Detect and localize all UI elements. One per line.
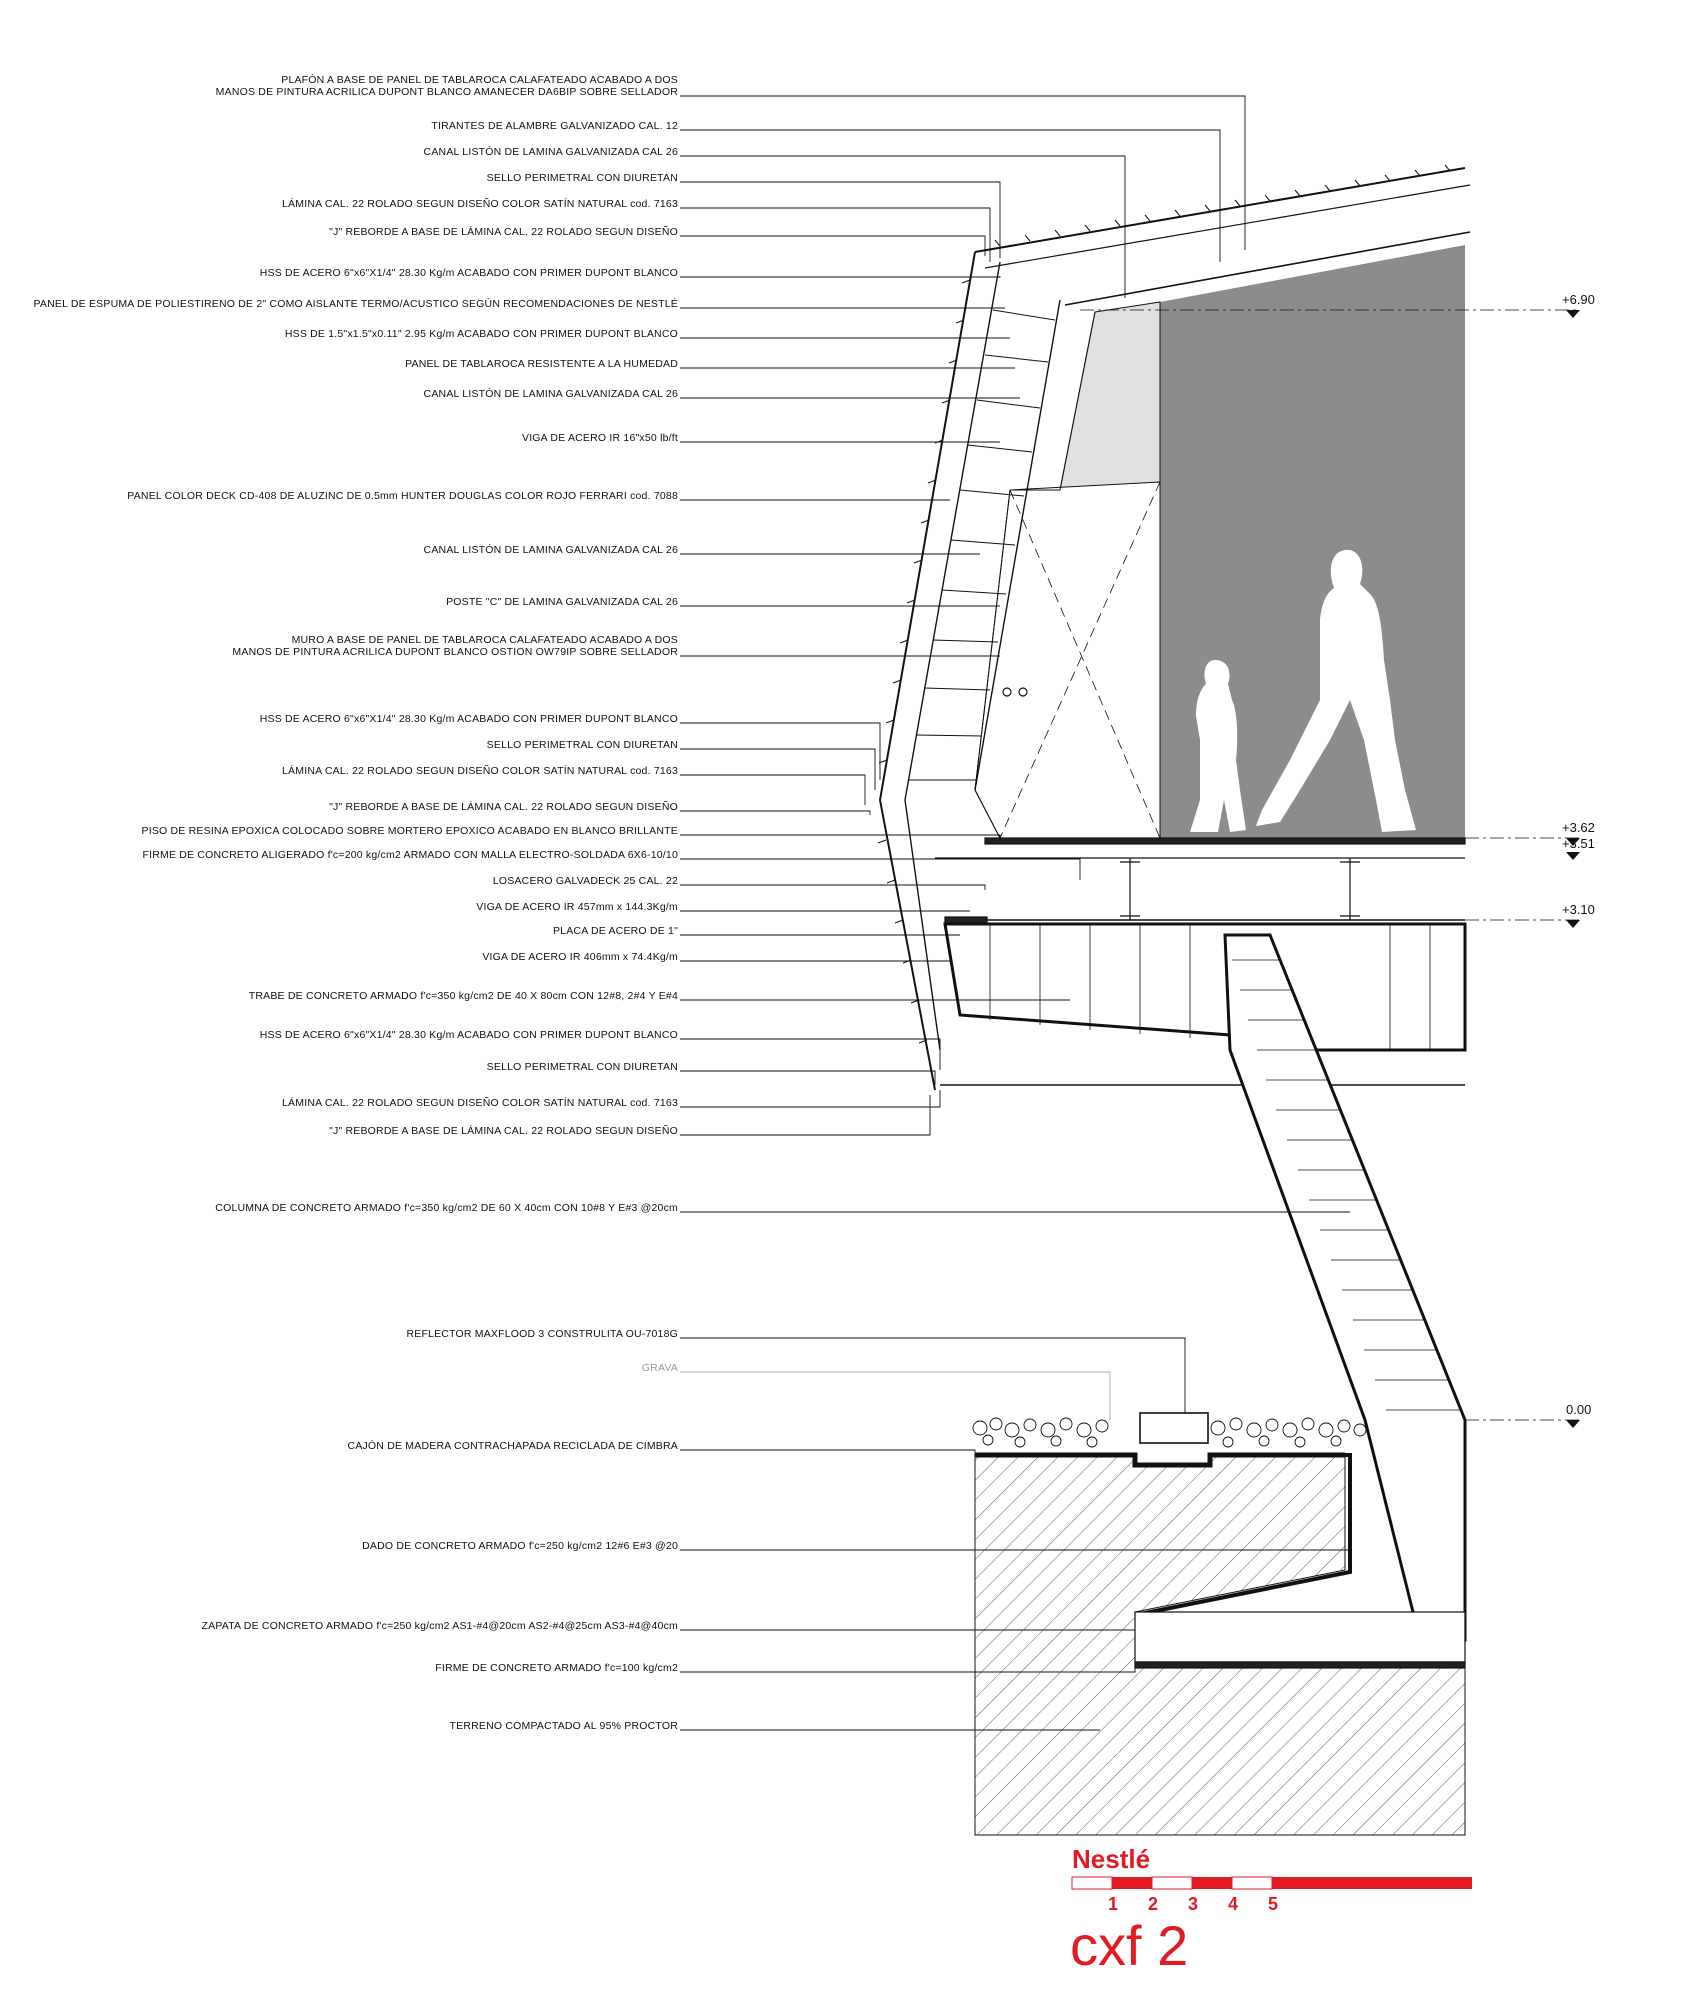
scale-number-1: 1	[1108, 1894, 1119, 1914]
label-canal-liston-2: CANAL LISTÓN DE LAMINA GALVANIZADA CAL 26	[423, 388, 678, 400]
label-reborde-3: "J" REBORDE A BASE DE LÁMINA CAL. 22 ROLADO SEGUN DISEÑO	[329, 1125, 678, 1137]
label-muro-2: MANOS DE PINTURA ACRILICA DUPONT BLANCO OSTION OW79IP SOBRE SELLADOR	[232, 646, 678, 658]
annotation-labels	[33, 73, 678, 1732]
leader-line-30	[680, 1095, 930, 1135]
scale-number-5: 5	[1268, 1894, 1279, 1914]
roof-hatch-ticks	[995, 165, 1450, 246]
scale-number-2: 2	[1148, 1894, 1159, 1914]
label-sello-1: SELLO PERIMETRAL CON DIURETAN	[486, 172, 678, 184]
label-sello-3: SELLO PERIMETRAL CON DIURETAN	[486, 1061, 678, 1073]
interior-light-panel	[1060, 302, 1160, 490]
label-columna: COLUMNA DE CONCRETO ARMADO f'c=350 kg/cm2 DE 60 X 40cm CON 10#8 Y E#3 @20cm	[215, 1202, 678, 1214]
label-cajon: CAJÓN DE MADERA CONTRACHAPADA RECICLADA DE CIMBRA	[347, 1440, 678, 1452]
leader-line-4	[680, 208, 990, 262]
label-plafon-2: MANOS DE PINTURA ACRILICA DUPONT BLANCO AMANECER DA6BIP SOBRE SELLADOR	[215, 86, 678, 98]
label-canal-liston-3: CANAL LISTÓN DE LAMINA GALVANIZADA CAL 26	[423, 544, 678, 556]
label-trabe: TRABE DE CONCRETO ARMADO f'c=350 kg/cm2 DE 40 X 80cm CON 12#8, 2#4 Y E#4	[248, 990, 678, 1002]
label-lamina-2: LÁMINA CAL. 22 ROLADO SEGUN DISEÑO COLOR SATÍN NATURAL cod. 7163	[282, 765, 678, 777]
concrete-beam	[945, 924, 1465, 1050]
label-hss-1: HSS DE ACERO 6"x6"X1/4" 28.30 Kg/m ACABADO CON PRIMER DUPONT BLANCO	[259, 267, 678, 279]
leader-line-33	[680, 1372, 1110, 1420]
label-plafon-1: PLAFÓN A BASE DE PANEL DE TABLAROCA CALAFATEADO ACABADO A DOS	[281, 74, 678, 86]
title-block	[1070, 1844, 1472, 1977]
label-viga-457: VIGA DE ACERO IR 457mm x 144.3Kg/m	[476, 901, 678, 913]
scale-number-3: 3	[1188, 1894, 1199, 1914]
leader-line-5	[680, 236, 985, 256]
leader-line-17	[680, 749, 875, 790]
level-000: 0.00	[1566, 1402, 1592, 1417]
label-reborde-2: "J" REBORDE A BASE DE LÁMINA CAL. 22 ROLADO SEGUN DISEÑO	[329, 801, 678, 813]
label-firme-concreto: FIRME DE CONCRETO ARMADO f'c=100 kg/cm2	[435, 1662, 678, 1674]
level-690: +6.90	[1562, 292, 1595, 307]
label-canal-liston-1: CANAL LISTÓN DE LAMINA GALVANIZADA CAL 26	[423, 146, 678, 158]
brand-name: Nestlé	[1072, 1844, 1151, 1874]
level-values	[1562, 292, 1595, 1417]
epoxy-floor	[985, 838, 1465, 844]
leader-line-20	[680, 835, 1000, 840]
leader-line-22	[680, 885, 985, 890]
reflector-box	[1140, 1413, 1208, 1443]
beam-vertical-lines	[990, 924, 1430, 1050]
label-hss-2: HSS DE ACERO 6"x6"X1/4" 28.30 Kg/m ACABADO CON PRIMER DUPONT BLANCO	[259, 713, 678, 725]
firme-strip	[1135, 1662, 1465, 1668]
label-grava: GRAVA	[641, 1362, 678, 1374]
label-hss-small: HSS DE 1.5"x1.5"x0.11" 2.95 Kg/m ACABADO CON PRIMER DUPONT BLANCO	[284, 328, 678, 340]
leader-line-3	[680, 182, 1000, 258]
leader-line-34	[680, 1450, 975, 1455]
leader-line-18	[680, 775, 865, 805]
leader-line-19	[680, 811, 870, 815]
leader-line-29	[680, 1090, 940, 1107]
label-panel-deck: PANEL COLOR DECK CD-408 DE ALUZINC DE 0.5mm HUNTER DOUGLAS COLOR ROJO FERRARI cod. 7088	[127, 490, 678, 502]
door-panel	[975, 482, 1160, 838]
leader-line-0	[680, 96, 1245, 250]
facade-outer-ticks	[878, 280, 970, 1043]
label-panel-espuma: PANEL DE ESPUMA DE POLIESTIRENO DE 2" COMO AISLANTE TERMO/ACUSTICO SEGÚN RECOMENDACIONES DE NESTLÉ	[33, 298, 678, 310]
roof-inner-line	[985, 185, 1470, 268]
label-sello-2: SELLO PERIMETRAL CON DIURETAN	[486, 739, 678, 751]
sheet-code: cxf 2	[1070, 1914, 1189, 1977]
label-terreno: TERRENO COMPACTADO AL 95% PROCTOR	[449, 1720, 678, 1732]
level-310: +3.10	[1562, 902, 1595, 917]
leader-line-6	[680, 276, 1000, 277]
scale-bar	[1072, 1877, 1472, 1889]
leader-line-27	[680, 1039, 940, 1070]
steel-beam-a	[1120, 858, 1140, 920]
label-viga-406: VIGA DE ACERO IR 406mm x 74.4Kg/m	[482, 951, 678, 963]
leader-line-16	[680, 723, 880, 780]
label-reflector: REFLECTOR MAXFLOOD 3 CONSTRULITA OU-7018G	[406, 1328, 678, 1340]
label-tablaroca: PANEL DE TABLAROCA RESISTENTE A LA HUMEDAD	[405, 358, 678, 370]
level-351: +3.51	[1562, 836, 1595, 851]
label-piso-resina: PISO DE RESINA EPOXICA COLOCADO SOBRE MORTERO EPOXICO ACABADO EN BLANCO BRILLANTE	[141, 825, 678, 837]
label-firme-aligerado: FIRME DE CONCRETO ALIGERADO f'c=200 kg/cm2 ARMADO CON MALLA ELECTRO-SOLDADA 6X6-10/10	[142, 849, 678, 861]
label-losacero: LOSACERO GALVADECK 25 CAL. 22	[492, 875, 678, 887]
label-tirantes: TIRANTES DE ALAMBRE GALVANIZADO CAL. 12	[431, 120, 678, 132]
label-hss-3: HSS DE ACERO 6"x6"X1/4" 28.30 Kg/m ACABADO CON PRIMER DUPONT BLANCO	[259, 1029, 678, 1041]
label-reborde-1: "J" REBORDE A BASE DE LÁMINA CAL. 22 ROLADO SEGUN DISEÑO	[329, 226, 678, 238]
label-poste-c: POSTE "C" DE LAMINA GALVANIZADA CAL 26	[446, 596, 678, 608]
label-lamina-1: LÁMINA CAL. 22 ROLADO SEGUN DISEÑO COLOR SATÍN NATURAL cod. 7163	[282, 198, 678, 210]
label-dado: DADO DE CONCRETO ARMADO f'c=250 kg/cm2 12#6 E#3 @20	[362, 1540, 678, 1552]
level-markers	[1566, 310, 1580, 1428]
label-placa-acero: PLACA DE ACERO DE 1"	[552, 925, 678, 937]
scale-numbers	[1108, 1894, 1278, 1914]
level-362: +3.62	[1562, 820, 1595, 835]
zapata-block	[1135, 1612, 1465, 1662]
leader-line-32	[680, 1338, 1185, 1413]
steel-beam-b	[1340, 858, 1360, 920]
label-zapata: ZAPATA DE CONCRETO ARMADO f'c=250 kg/cm2 AS1-#4@20cm AS2-#4@25cm AS3-#4@40cm	[201, 1620, 678, 1632]
leader-line-28	[680, 1071, 935, 1085]
scale-number-4: 4	[1228, 1894, 1239, 1914]
label-viga-16: VIGA DE ACERO IR 16"x50 lb/ft	[521, 432, 678, 444]
leader-line-21	[680, 859, 1080, 880]
label-muro-1: MURO A BASE DE PANEL DE TABLAROCA CALAFATEADO ACABADO A DOS	[291, 634, 678, 646]
label-lamina-3: LÁMINA CAL. 22 ROLADO SEGUN DISEÑO COLOR SATÍN NATURAL cod. 7163	[282, 1097, 678, 1109]
